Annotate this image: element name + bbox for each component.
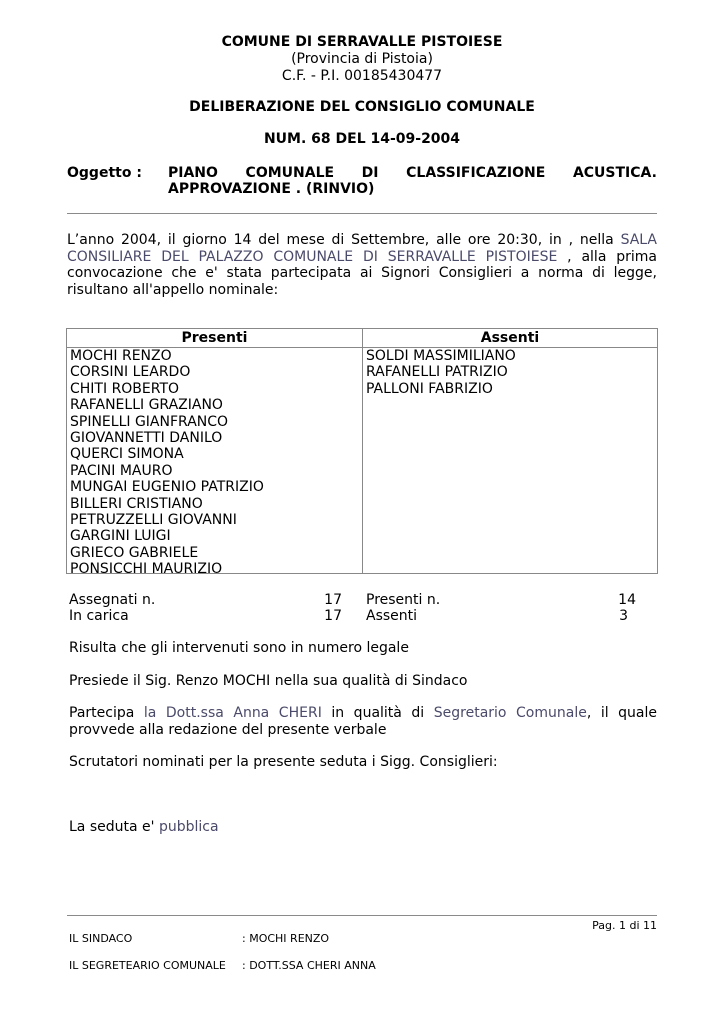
oggetto-label: Oggetto : xyxy=(67,165,142,181)
sindaco-label: IL SINDACO xyxy=(69,932,133,945)
list-item: PETRUZZELLI GIOVANNI xyxy=(70,512,237,529)
presiede: Presiede il Sig. Renzo MOCHI nella sua qualità di Sindaco xyxy=(69,673,468,689)
list-item: RAFANELLI PATRIZIO xyxy=(366,364,508,381)
meeting-location: SALA CONSILIARE DEL PALAZZO COMUNALE DI SERRAVALLE PISTOIESE xyxy=(67,232,657,265)
oggetto-word: COMUNALE xyxy=(245,165,335,181)
oggetto-word: PIANO xyxy=(168,165,218,181)
attendance-table xyxy=(66,328,658,578)
list-item: CORSINI LEARDO xyxy=(70,364,191,381)
assenti-list xyxy=(363,348,657,397)
presenti-column xyxy=(67,329,363,578)
provincia: (Provincia di Pistoia) xyxy=(291,51,433,67)
list-item: SPINELLI GIANFRANCO xyxy=(70,413,229,430)
list-item: MOCHI RENZO xyxy=(70,348,172,364)
delibera-numero: NUM. 68 DEL 14-09-2004 xyxy=(263,131,461,147)
in-carica-value: 17 xyxy=(324,608,342,624)
deliberazione-title: DELIBERAZIONE DEL CONSIGLIO COMUNALE xyxy=(189,99,535,115)
partecipa-text: Partecipa xyxy=(69,705,144,721)
oggetto-word: CLASSIFICAZIONE xyxy=(406,165,546,181)
segretario-role: Segretario Comunale xyxy=(433,705,587,721)
list-item: PALLONI FABRIZIO xyxy=(366,380,493,397)
partecipa-paragraph xyxy=(69,705,657,738)
list-item: PONSICCHI MAURIZIO xyxy=(70,561,223,578)
oggetto-word: DI xyxy=(361,165,379,181)
list-item: SOLDI MASSIMILIANO xyxy=(366,348,516,364)
segretario-value: : DOTT.SSA CHERI ANNA xyxy=(242,959,376,972)
numero-legale: Risulta che gli intervenuti sono in numero legale xyxy=(69,640,409,656)
partecipa-text: , il quale provvede alla redazione del presente verbale xyxy=(69,705,658,738)
codice-fiscale: C.F. - P.I. 00185430477 xyxy=(281,68,443,84)
list-item: CHITI ROBERTO xyxy=(70,380,180,397)
list-item: QUERCI SIMONA xyxy=(70,446,184,463)
comune-title: COMUNE DI SERRAVALLE PISTOIESE xyxy=(221,34,503,50)
list-item: GARGINI LUIGI xyxy=(70,528,171,545)
assenti-count-value: 3 xyxy=(619,608,628,624)
sindaco-value: : MOCHI RENZO xyxy=(242,932,330,945)
assegnati-label: Assegnati n. xyxy=(69,592,156,608)
intro-paragraph xyxy=(67,232,657,298)
segretario-name: la Dott.ssa Anna CHERI xyxy=(143,705,322,721)
assegnati-value: 17 xyxy=(324,592,342,608)
intro-text: L’anno 2004, il giorno 14 del mese di Settembre, alle ore 20:30, in , nella xyxy=(67,232,621,248)
presenti-count-value: 14 xyxy=(618,592,636,608)
in-carica-label: In carica xyxy=(69,608,129,624)
presenti-count-label: Presenti n. xyxy=(366,592,441,608)
intro-text: , alla prima convocazione che e' stata partecipata ai Signori Consiglieri a norma di legge, risultano all'appello nominale: xyxy=(67,248,657,298)
seduta xyxy=(69,819,219,835)
list-item: MUNGAI EUGENIO PATRIZIO xyxy=(70,479,264,496)
assenti-header: Assenti xyxy=(363,329,657,348)
oggetto-line-1 xyxy=(168,165,657,181)
page-number: Pag. 1 di 11 xyxy=(592,919,657,932)
divider xyxy=(67,213,657,214)
seduta-text: La seduta e' xyxy=(69,819,159,835)
scrutatori: Scrutatori nominati per la presente seduta i Sigg. Consiglieri: xyxy=(69,754,498,770)
list-item: GIOVANNETTI DANILO xyxy=(70,430,223,447)
presenti-header: Presenti xyxy=(67,329,362,348)
oggetto-line-2: APPROVAZIONE . (RINVIO) xyxy=(168,181,375,197)
list-item: BILLERI CRISTIANO xyxy=(70,495,203,512)
assenti-count-label: Assenti xyxy=(366,608,418,624)
partecipa-text: in qualità di xyxy=(321,705,434,721)
assenti-column xyxy=(363,329,657,573)
list-item: RAFANELLI GRAZIANO xyxy=(70,397,223,414)
list-item: GRIECO GABRIELE xyxy=(70,544,199,561)
oggetto-word: ACUSTICA. xyxy=(572,165,657,181)
presenti-list xyxy=(67,348,362,578)
seduta-tipo: pubblica xyxy=(158,819,219,835)
footer-divider xyxy=(67,915,657,916)
list-item: PACINI MAURO xyxy=(70,462,173,479)
segretario-label: IL SEGRETEARIO COMUNALE xyxy=(69,959,226,972)
